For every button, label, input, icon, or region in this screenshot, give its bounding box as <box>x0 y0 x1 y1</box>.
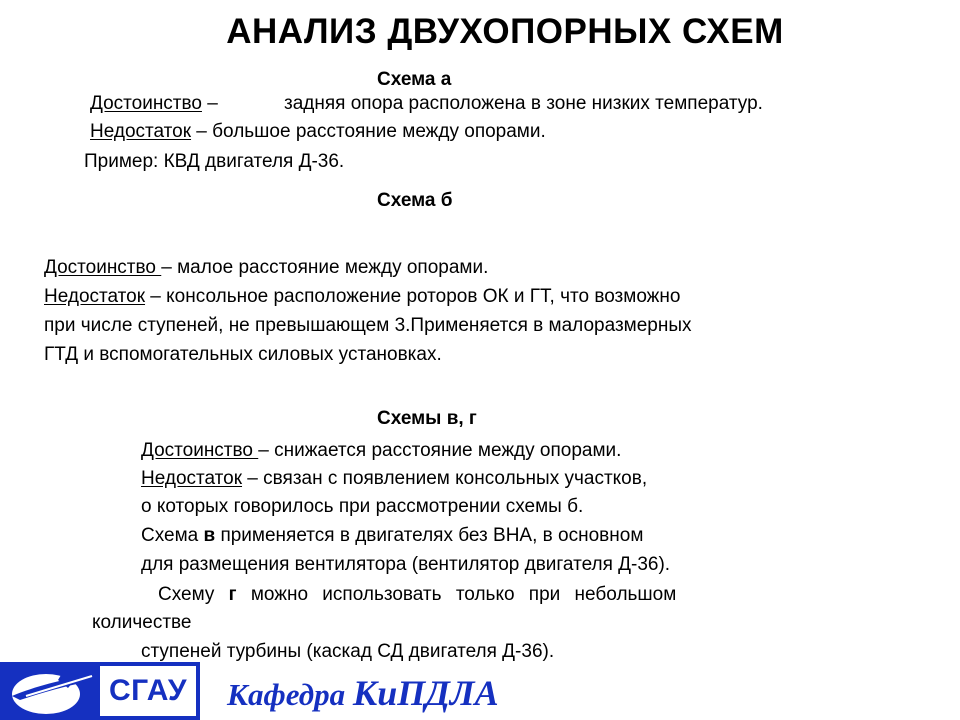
line-6-end: можно использовать только при небольшом <box>236 584 677 605</box>
disadvantage-text: – связан с появлением консольных участков, <box>242 468 648 489</box>
line-4-start: Схема <box>141 525 204 546</box>
disadvantage-label: Недостаток <box>44 286 146 307</box>
department-name <box>227 672 499 714</box>
advantage-label: Достоинство <box>90 93 202 114</box>
disadvantage-label: Недостаток <box>141 468 243 489</box>
advantage-label: Достоинство <box>44 257 162 278</box>
advantage-dash: – <box>201 93 218 114</box>
advantage-text: – малое расстояние между опорами. <box>161 257 489 278</box>
section-vg-line-8: ступеней турбины (каскад СД двигателя Д-36). <box>141 641 555 662</box>
scheme-v-label: в <box>203 525 216 546</box>
section-vg-disadvantage <box>141 469 647 488</box>
line-4-end: применяется в двигателях без ВНА, в основном <box>215 525 644 546</box>
logo-text: СГАУ <box>100 666 196 716</box>
section-vg-line-7: количестве <box>92 612 192 633</box>
section-vg-line-3: о которых говорилось при рассмотрении схемы б. <box>141 496 584 517</box>
section-b-disadvantage <box>44 287 680 306</box>
section-vg-line-4 <box>141 526 643 545</box>
disadvantage-text: – большое расстояние между опорами. <box>191 121 546 142</box>
section-vg-line-6 <box>158 585 676 604</box>
line-6-start: Схему <box>158 584 229 605</box>
airplane-icon <box>6 666 98 716</box>
section-b-heading: Схема б <box>377 190 453 211</box>
advantage-text: – снижается расстояние между опорами. <box>258 440 622 461</box>
department-prefix: Кафедра <box>227 677 353 712</box>
page-title: АНАЛИЗ ДВУХОПОРНЫХ СХЕМ <box>226 12 784 51</box>
section-a-advantage <box>90 94 218 113</box>
university-logo <box>0 662 200 720</box>
section-a-example: Пример: КВД двигателя Д-36. <box>84 151 345 172</box>
section-a-disadvantage <box>90 122 546 141</box>
section-a-heading: Схема а <box>377 69 452 90</box>
section-vg-advantage <box>141 441 621 460</box>
scheme-g-label: г <box>228 584 237 605</box>
disadvantage-text: – консольное расположение роторов ОК и ГТ, что возможно <box>145 286 681 307</box>
section-b-line-4: ГТД и вспомогательных силовых установках. <box>44 344 442 365</box>
advantage-label: Достоинство <box>141 440 259 461</box>
department-abbr: КиПДЛА <box>352 673 499 713</box>
disadvantage-label: Недостаток <box>90 121 192 142</box>
section-vg-line-5: для размещения вентилятора (вентилятор двигателя Д-36). <box>141 554 671 575</box>
section-vg-heading: Схемы в, г <box>377 408 477 429</box>
section-b-line-3: при числе ступеней, не превышающем 3.Применяется в малоразмерных <box>44 315 692 336</box>
section-a-advantage-text: задняя опора расположена в зоне низких температур. <box>284 93 763 114</box>
section-b-advantage <box>44 258 488 277</box>
